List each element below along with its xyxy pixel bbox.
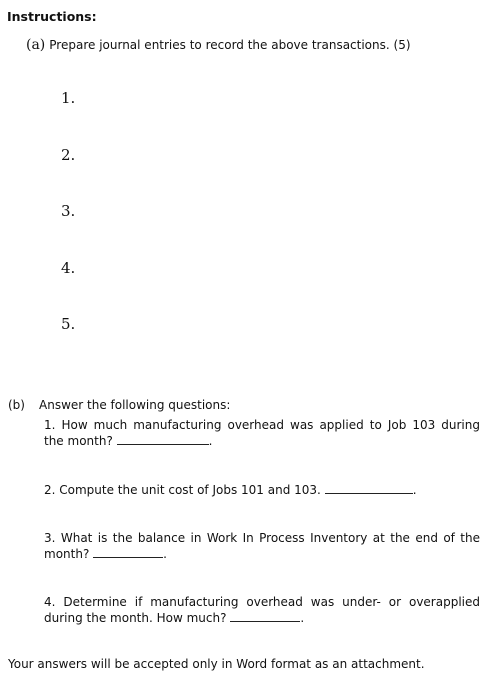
part-a-text: Prepare journal entries to record the above transactions. (5) [49, 38, 411, 52]
journal-entry-number: 5. [61, 315, 76, 333]
part-a-instruction [26, 37, 411, 53]
question-1 [44, 418, 480, 449]
question-end: . [412, 483, 417, 497]
answer-blank [325, 482, 413, 494]
question-4 [44, 595, 480, 626]
part-a-marker: (a) [26, 37, 46, 53]
question-text: 2. Compute the unit cost of Jobs 101 and 103. [44, 483, 321, 497]
question-text: 4. Determine if manufacturing overhead was under- or overapplied during the month. How much? [44, 595, 480, 625]
question-end: . [163, 547, 167, 561]
instructions-heading: Instructions: [7, 9, 97, 24]
question-2 [44, 482, 480, 498]
journal-entry-number: 3. [61, 202, 76, 220]
question-3 [44, 531, 480, 562]
submission-note: Your answers will be accepted only in Word format as an attachment. [8, 657, 425, 671]
question-end: . [300, 611, 305, 625]
journal-entry-number: 4. [61, 259, 76, 277]
answer-blank [93, 546, 163, 558]
journal-entry-number: 1. [61, 89, 76, 107]
answer-blank [230, 610, 300, 622]
journal-entry-number: 2. [61, 146, 76, 164]
question-end: . [208, 434, 213, 448]
part-b-marker: (b) [8, 398, 25, 412]
answer-blank [117, 433, 209, 445]
question-text: 1. How much manufacturing overhead was applied to Job 103 during the month? [44, 418, 480, 448]
part-b-prompt: Answer the following questions: [39, 398, 231, 412]
question-text: 3. What is the balance in Work In Process Inventory at the end of the month? [44, 531, 480, 561]
